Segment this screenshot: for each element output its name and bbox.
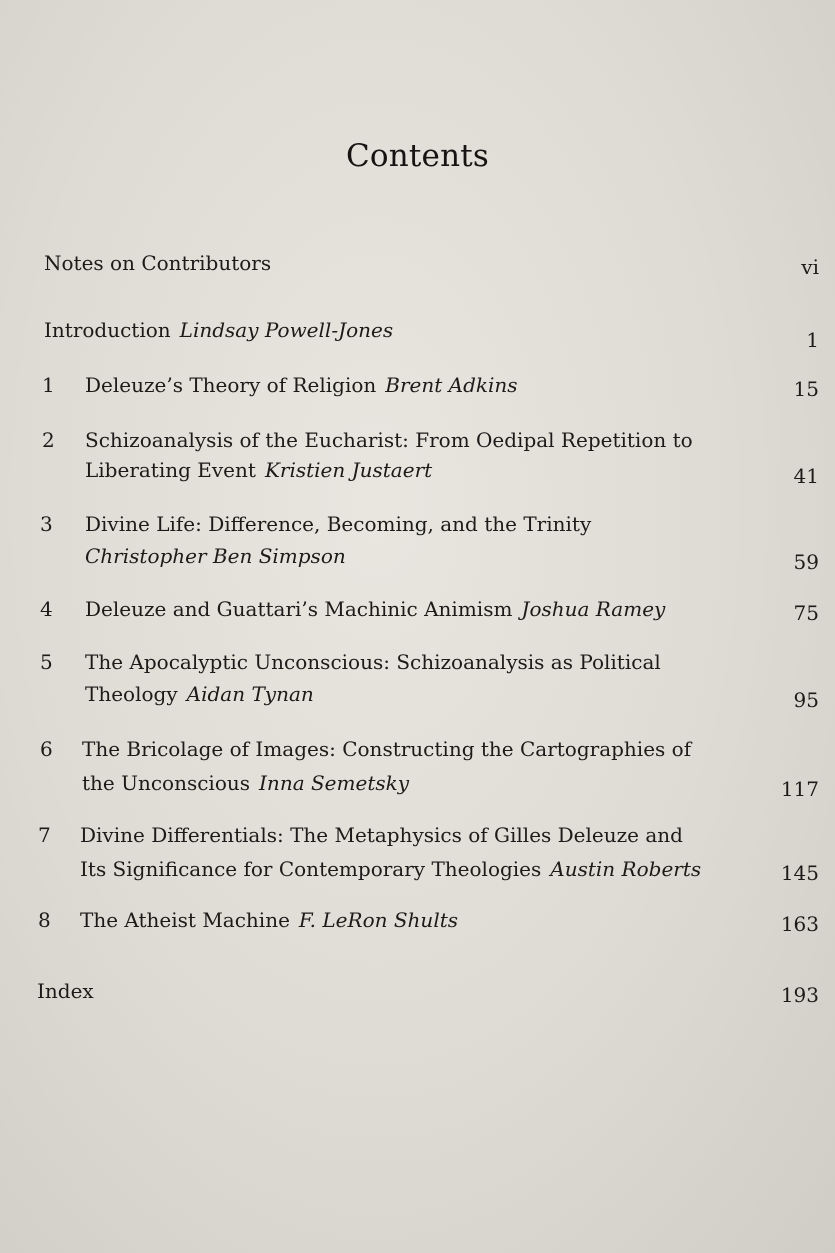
chapter-number: 6: [40, 737, 53, 761]
toc-page-number: 59: [793, 550, 819, 574]
toc-page-number: 75: [793, 601, 819, 625]
chapter-author: Inna Semetsky: [259, 771, 410, 795]
toc-page-number: 193: [780, 983, 819, 1007]
chapter-title-continued: Its Significance for Contemporary Theologies: [80, 857, 542, 881]
chapter-title: The Atheist Machine: [80, 908, 290, 932]
chapter-title: Divine Life: Difference, Becoming, and the Trinity: [85, 512, 592, 536]
toc-page-number: 117: [780, 777, 819, 801]
chapter-title: Schizoanalysis of the Eucharist: From Oedipal Repetition to: [85, 428, 693, 452]
page-title: Contents: [345, 138, 490, 174]
chapter-title-continued: Theology: [85, 682, 178, 706]
chapter-title: Deleuze’s Theory of Religion: [85, 373, 377, 397]
toc-page-number: 163: [780, 912, 819, 936]
chapter-author: F. LeRon Shults: [298, 908, 459, 932]
chapter-author: Austin Roberts: [550, 857, 702, 881]
toc-entry-title: Introduction: [44, 318, 171, 342]
toc-page-number: 15: [793, 377, 819, 401]
chapter-number: 7: [38, 823, 51, 847]
toc-page-number: 95: [793, 688, 819, 712]
chapter-number: 1: [42, 373, 55, 397]
chapter-number: 4: [40, 597, 53, 621]
chapter-author: Aidan Tynan: [186, 682, 314, 706]
chapter-title: Deleuze and Guattari’s Machinic Animism: [85, 597, 513, 621]
chapter-title: The Bricolage of Images: Constructing the Cartographies of: [82, 737, 692, 761]
chapter-title: The Apocalyptic Unconscious: Schizoanalysis as Political: [85, 650, 661, 674]
chapter-author: Christopher Ben Simpson: [85, 544, 346, 568]
chapter-title-continued: Liberating Event: [85, 458, 256, 482]
chapter-title: Divine Differentials: The Metaphysics of Gilles Deleuze and: [80, 823, 683, 847]
chapter-number: 5: [40, 650, 53, 674]
toc-entry-author: Lindsay Powell-Jones: [179, 318, 394, 342]
toc-entry-title: Notes on Contributors: [44, 251, 272, 275]
toc-entry-title: Index: [37, 979, 94, 1003]
chapter-author: Kristien Justaert: [264, 458, 433, 482]
chapter-number: 2: [42, 428, 55, 452]
toc-page-number: 41: [793, 464, 819, 488]
toc-page-number: 1: [806, 328, 819, 352]
toc-page-number: vi: [801, 255, 819, 279]
chapter-author: Joshua Ramey: [521, 597, 666, 621]
chapter-author: Brent Adkins: [385, 373, 518, 397]
chapter-number: 3: [40, 512, 53, 536]
chapter-title-continued: the Unconscious: [82, 771, 251, 795]
chapter-number: 8: [38, 908, 51, 932]
toc-page-number: 145: [780, 861, 819, 885]
